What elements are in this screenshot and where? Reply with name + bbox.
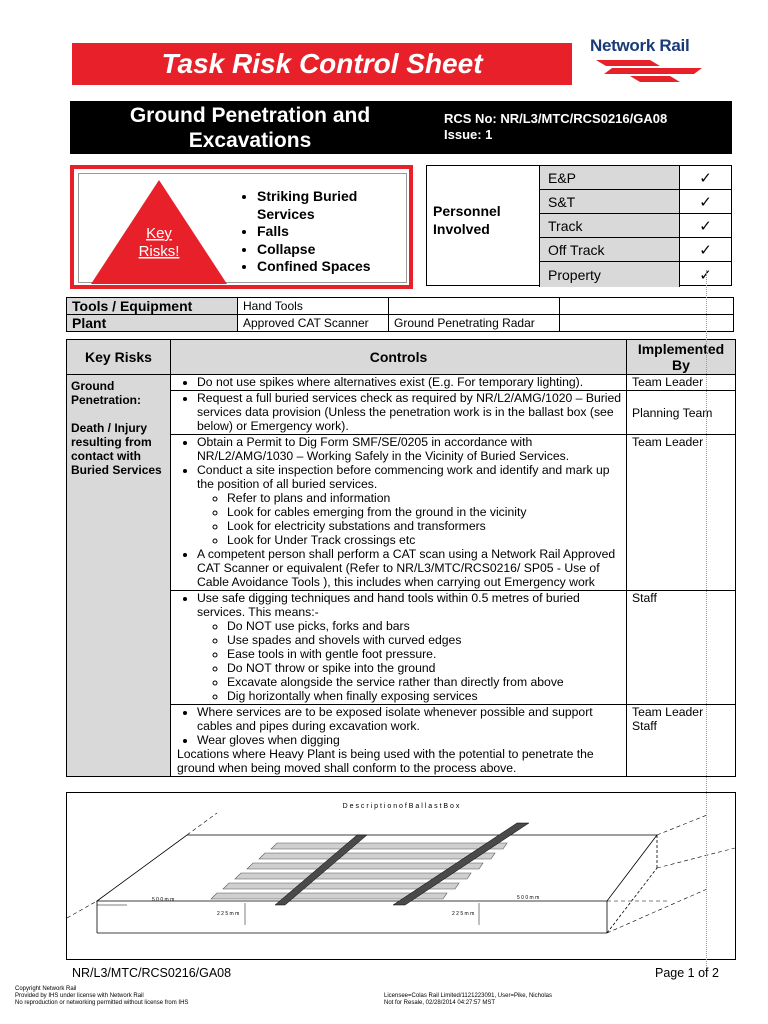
- implemented-header-line1: Implemented: [637, 341, 725, 357]
- key-risks-header: Key Risks: [67, 340, 171, 375]
- key-risk-item: • Collapse: [257, 241, 407, 259]
- tools-value: Hand Tools: [238, 298, 389, 315]
- doc-title-line2: Excavations: [188, 128, 312, 152]
- rcs-number: RCS No: NR/L3/MTC/RCS0216/GA08: [444, 111, 668, 126]
- control-subitem: ◦ Do NOT throw or spike into the ground: [227, 661, 622, 675]
- license-notice: [384, 993, 552, 1007]
- copyright-line: Provided by IHS under license with Network Rail: [15, 993, 144, 999]
- control-subitem: ◦ Look for Under Track crossings etc: [227, 533, 622, 547]
- personnel-label-line2: Involved: [433, 221, 490, 237]
- implemented-by-header: [627, 340, 736, 375]
- dim-225-left: 2 2 5 m m: [217, 911, 240, 917]
- check-icon: ✓: [699, 193, 712, 211]
- control-cell: [171, 375, 627, 391]
- implemented-cell: Planning Team: [627, 391, 736, 435]
- control-subitem: ◦ Do NOT use picks, forks and bars: [227, 619, 622, 633]
- key-risk-item: • Striking Buried Services: [257, 188, 407, 223]
- personnel-label: [433, 202, 501, 238]
- key-risks-box: [70, 165, 413, 289]
- tools-label: Tools / Equipment: [67, 298, 238, 315]
- key-risk-item: • Falls: [257, 223, 407, 241]
- logo-text: Network Rail: [590, 36, 690, 55]
- control-item: • Wear gloves when digging: [197, 733, 622, 747]
- control-subitem: ◦ Dig horizontally when finally exposing services: [227, 689, 622, 703]
- personnel-label-line1: Personnel: [433, 203, 501, 219]
- network-rail-logo: [590, 36, 710, 86]
- control-subitem: ◦ Excavate alongside the service rather than directly from above: [227, 675, 622, 689]
- control-subitem: ◦ Ease tools in with gentle foot pressure.: [227, 647, 622, 661]
- implemented-cell: Team Leader: [627, 435, 736, 591]
- personnel-row: [539, 238, 731, 262]
- control-cell: [171, 705, 627, 777]
- warning-triangle-icon: [87, 176, 237, 286]
- implemented-by-1: Team Leader: [632, 705, 704, 719]
- license-line: Licensee=Colas Rail Limited/1121223091, User=Pike, Nicholas: [384, 993, 552, 999]
- copyright-line: No reproduction or networking permitted without license from IHS: [15, 1000, 189, 1006]
- control-item: • Where services are to be exposed isolate whenever possible and support cables and pipes during excavation work.: [197, 705, 622, 733]
- tools-equipment-table: [66, 297, 734, 332]
- doc-title-line1: Ground Penetration and: [129, 103, 371, 127]
- control-item: • Do not use spikes where alternatives exist (E.g. For temporary lighting).: [197, 375, 622, 389]
- copyright-line: Copyright Network Rail: [15, 986, 77, 992]
- controls-header: Controls: [171, 340, 627, 375]
- key-risks-list: [231, 188, 407, 276]
- control-note: Locations where Heavy Plant is being used with the potential to penetrate the ground when being moved shall conform to the process above.: [177, 747, 594, 775]
- control-item: • Use safe digging techniques and hand tools within 0.5 metres of buried services. This means:-: [197, 591, 622, 619]
- dim-label-left: 5 0 0 m m: [152, 897, 175, 903]
- implemented-cell: [627, 705, 736, 777]
- check-icon: ✓: [699, 241, 712, 259]
- check-icon: ✓: [699, 169, 712, 187]
- control-cell: [171, 435, 627, 591]
- copyright-notice: [15, 986, 188, 1007]
- control-subitem: ◦ Look for cables emerging from the ground in the vicinity: [227, 505, 622, 519]
- triangle-label-1: Key: [146, 225, 172, 242]
- personnel-name: E&P: [540, 166, 680, 189]
- key-risk-cell: [67, 375, 171, 777]
- control-item: • Request a full buried services check as required by NR/L2/AMG/1020 – Buried services data provision (Unless the penetration work is in the ballast box (see below) or Emergency work).: [197, 391, 622, 433]
- risk-controls-table: [66, 339, 736, 777]
- control-subitem: ◦ Refer to plans and information: [227, 491, 622, 505]
- personnel-row: [539, 166, 731, 190]
- dim-label-right: 5 0 0 m m: [517, 895, 540, 901]
- key-risk-item: • Confined Spaces: [257, 258, 407, 276]
- ballast-box-diagram: [66, 792, 736, 960]
- plant-value: Ground Penetrating Radar: [389, 315, 560, 332]
- personnel-name: Off Track: [540, 238, 680, 261]
- control-item: • Obtain a Permit to Dig Form SMF/SE/0205 in accordance with NR/L2/AMG/1030 – Working Safely in the Vicinity of Buried Services.: [197, 435, 622, 463]
- license-line: Not for Resale, 02/28/2014 04:27:57 MST: [384, 1000, 496, 1006]
- page-title: Task Risk Control Sheet: [72, 43, 572, 85]
- key-risk-title: Ground Penetration:: [71, 379, 142, 407]
- implemented-cell: Team Leader: [627, 375, 736, 391]
- personnel-row: [539, 190, 731, 214]
- key-risk-description: Death / Injury resulting from contact with Buried Services: [71, 421, 162, 477]
- personnel-grid: [539, 166, 731, 287]
- rcs-info: [444, 111, 667, 143]
- control-subitem: ◦ Look for electricity substations and transformers: [227, 519, 622, 533]
- ballast-box-drawing: [67, 793, 735, 959]
- personnel-row: [539, 214, 731, 238]
- footer-doc-ref: NR/L3/MTC/RCS0216/GA08: [72, 966, 232, 980]
- key-risks-inner: [78, 173, 407, 283]
- implemented-header-line2: By: [672, 357, 690, 373]
- control-item: • A competent person shall perform a CAT scan using a Network Rail Approved CAT Scanner or equivalent (Refer to NR/L3/MTC/RCS0216/ SP05 - Use of Cable Avoidance Tools ), this includes when carrying out Emergency work: [197, 547, 622, 589]
- control-cell: [171, 591, 627, 705]
- dim-225-right: 2 2 5 m m: [452, 911, 475, 917]
- margin-dotted-line: [706, 270, 709, 970]
- document-header-bar: [70, 101, 732, 154]
- control-item: • Conduct a site inspection before commencing work and identify and mark up the position of all buried services.: [197, 463, 622, 491]
- personnel-row: [539, 262, 731, 287]
- check-icon: ✓: [699, 266, 712, 284]
- plant-label: Plant: [67, 315, 238, 332]
- check-icon: ✓: [699, 217, 712, 235]
- tools-empty-cell: [389, 298, 560, 315]
- plant-value: Approved CAT Scanner: [238, 315, 389, 332]
- personnel-name: Property: [540, 262, 680, 287]
- triangle-label-2: Risks!: [138, 243, 180, 260]
- logo-arrows-icon: [590, 56, 705, 84]
- document-title: [70, 101, 430, 154]
- personnel-involved-panel: [426, 165, 732, 286]
- ballast-title: D e s c r i p t i o n o f B a l l a s t B o x: [342, 803, 460, 810]
- footer-page-number: Page 1 of 2: [655, 966, 719, 980]
- implemented-by-2: Staff: [632, 719, 657, 733]
- implemented-cell: Staff: [627, 591, 736, 705]
- control-subitem: ◦ Use spades and shovels with curved edges: [227, 633, 622, 647]
- issue-number: Issue: 1: [444, 127, 493, 142]
- personnel-name: S&T: [540, 190, 680, 213]
- control-cell: [171, 391, 627, 435]
- table-row: [67, 375, 736, 391]
- personnel-name: Track: [540, 214, 680, 237]
